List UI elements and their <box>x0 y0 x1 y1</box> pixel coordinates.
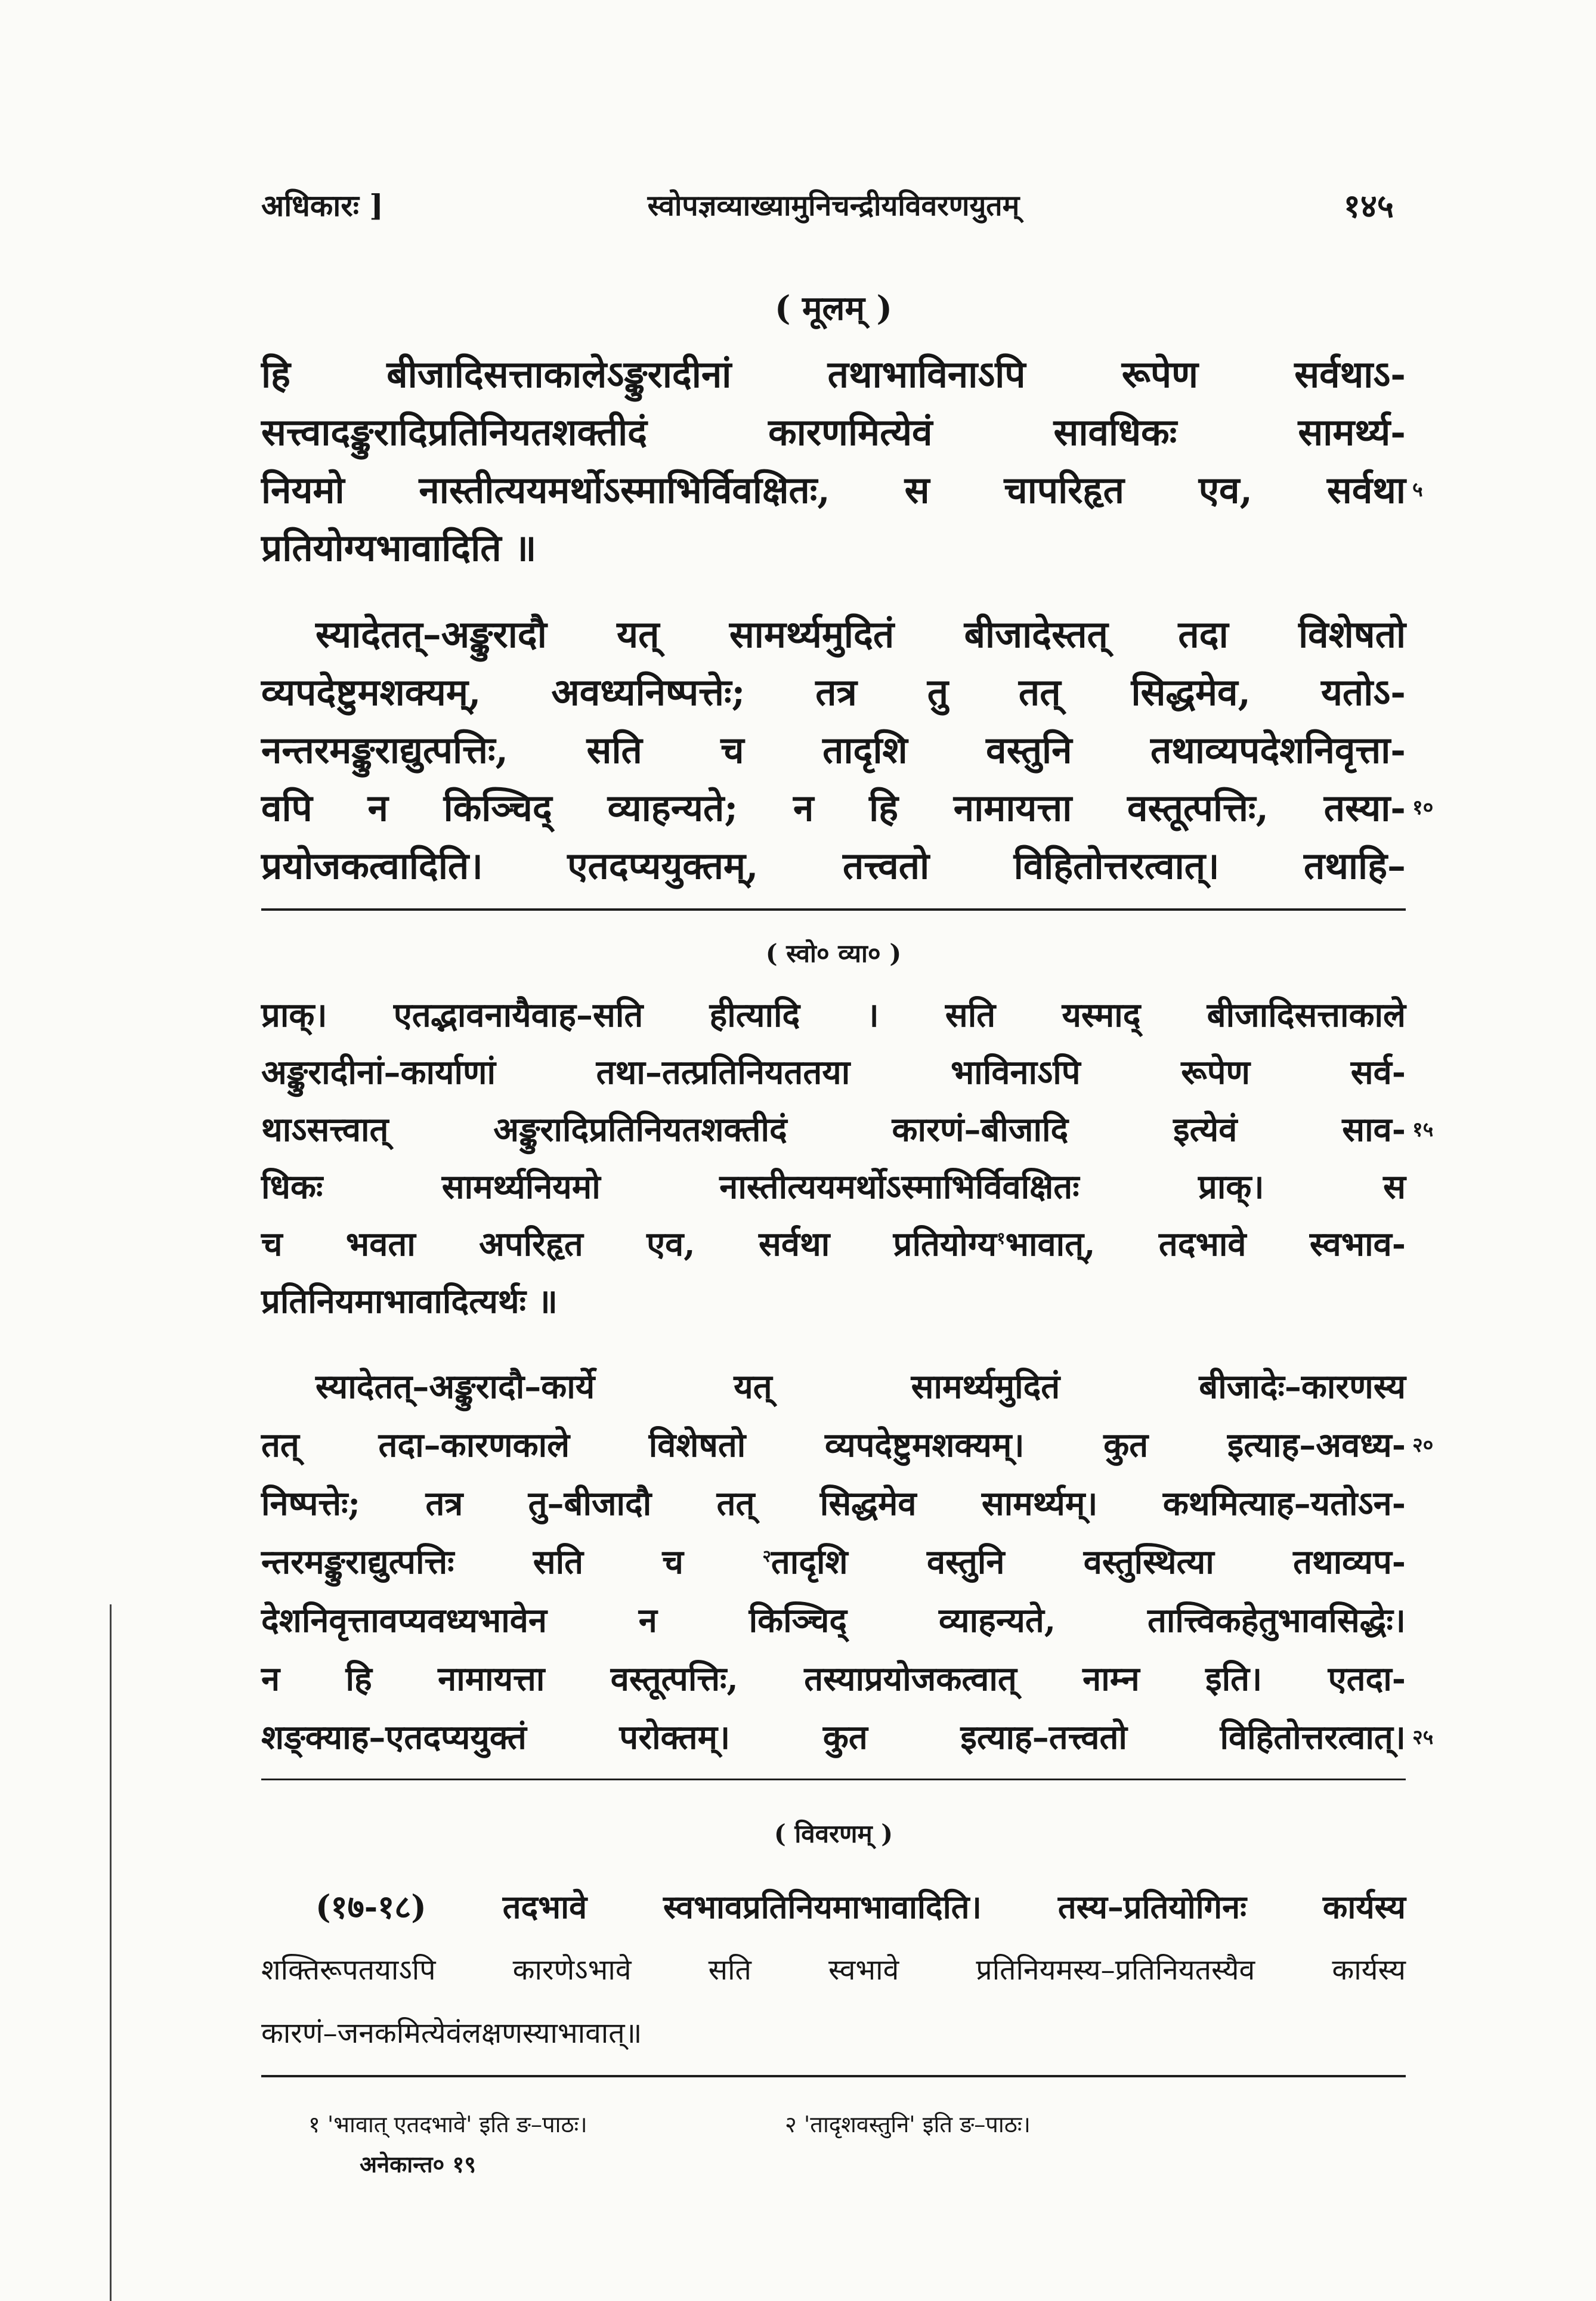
commentary-line: प्राक्। एतद्भावनायैवाह–सति हीत्यादि । सति यस्माद् बीजादिसत्ताकाले <box>261 995 1406 1035</box>
footnote-divider <box>261 2075 1406 2077</box>
printer-signature: अनेकान्त० १९ <box>360 2151 477 2178</box>
commentary-line: शङ्क्याह–एतदप्ययुक्तं परोक्तम्। कुत इत्याह–तत्त्वतो विहितोत्तरत्वात्। <box>261 1718 1406 1757</box>
mulam-line: प्रतियोग्यभावादिति ॥ <box>261 526 537 570</box>
line-number: ५ <box>1412 478 1423 502</box>
commentary-block <box>261 986 1434 1330</box>
commentary-heading: ( स्वो० व्या० ) <box>765 939 902 968</box>
footnote-marker: २ <box>762 1546 771 1566</box>
mulam-line: प्रयोजकत्वादिति। एतदप्ययुक्तम्, तत्त्वतो विहितोत्तरत्वात्। तथाहि– <box>261 844 1406 887</box>
mulam-line: सत्त्वादङ्कुरादिप्रतिनियतशक्तीदं कारणमित्येवं सावधिकः सामर्थ्य- <box>261 410 1406 454</box>
commentary-text: च भवता अपरिहृत एव, सर्वथा प्रतियोग्य <box>261 1224 997 1264</box>
commentary-line: अङ्कुरादीनां–कार्याणां तथा–तत्प्रतिनियततया भाविनाऽपि रूपेण सर्व- <box>261 1053 1406 1092</box>
vivaranam-heading: ( विवरणम् ) <box>774 1819 893 1848</box>
vivaranam-line: (१७-१८) तदभावे स्वभावप्रतिनियमाभावादिति। तस्य–प्रतियोगिनः कार्यस्य <box>316 1888 1406 1926</box>
commentary-line: न हि नामायत्ता वस्तूत्पत्तिः, तस्याप्रयोजकत्वात् नाम्न इति। एतदा- <box>261 1659 1406 1699</box>
mulam-line: नियमो नास्तीत्ययमर्थोऽस्माभिर्विवक्षितः, स चापरिहृत एव, सर्वथा <box>261 468 1406 512</box>
commentary-line: देशनिवृत्तावप्यवध्यभावेन न किञ्चिद् व्याहन्यते, तात्त्विकहेतुभावसिद्धेः। <box>261 1601 1406 1640</box>
commentary-line: धिकः सामर्थ्यनियमो नास्तीत्ययमर्थोऽस्माभिर्विवक्षितः प्राक्। स <box>261 1167 1406 1207</box>
commentary-line <box>261 1216 1406 1273</box>
footnote-marker: १ <box>997 1228 1006 1248</box>
vivaranam-line: शक्तिरूपतयाऽपि कारणेऽभावे सति स्वभावे प्रतिनियमस्य–प्रतिनियतस्यैव कार्यस्य <box>261 1953 1406 1987</box>
vivaranam-line: कारणं–जनकमित्येवंलक्षणस्याभावात्॥ <box>261 2017 642 2050</box>
commentary-text: तादृशि वस्तुनि वस्तुस्थित्या तथाव्यप- <box>771 1542 1406 1582</box>
line-number: २० <box>1412 1433 1434 1457</box>
footnote: २ 'तादृशवस्तुनि' इति ङ–पाठः। <box>785 2111 1031 2138</box>
line-number: २५ <box>1412 1725 1434 1749</box>
line-number: १० <box>1412 796 1434 819</box>
scan-edge-line <box>110 1604 112 2301</box>
mulam-verse <box>261 345 1423 577</box>
mulam-line: वपि न किञ्चिद् व्याहन्यते; न हि नामायत्ता वस्तूत्पत्तिः, तस्या- <box>261 786 1406 830</box>
section-divider <box>261 908 1406 911</box>
book-title: स्वोपज्ञव्याख्यामुनिचन्द्रीयविवरणयुतम् <box>647 189 1020 222</box>
mulam-line: नन्तरमङ्कुराद्युत्पत्तिः, सति च तादृशि वस्तुनि तथाव्यपदेशनिवृत्ता- <box>261 728 1406 772</box>
mulam-line: व्यपदेष्टुमशक्यम्, अवध्यनिष्पत्तेः; तत्र तु तत् सिद्धमेव, यतोऽ- <box>261 670 1406 714</box>
section-label: अधिकारः ] <box>261 188 383 223</box>
line-number: १५ <box>1412 1118 1434 1142</box>
footnote: १ 'भावात् एतदभावे' इति ङ–पाठः। <box>308 2111 587 2138</box>
commentary-text: न्तरमङ्कुराद्युत्पत्तिः सति च <box>261 1542 763 1582</box>
commentary-line: थाऽसत्त्वात् अङ्कुरादिप्रतिनियतशक्तीदं कारणं–बीजादि इत्येवं साव- <box>261 1110 1406 1149</box>
page-number: १४५ <box>1343 187 1394 225</box>
commentary-line: स्यादेतत्–अङ्कुरादौ–कार्ये यत् सामर्थ्यमुदितं बीजादेः–कारणस्य <box>316 1367 1406 1406</box>
mulam-paragraph <box>261 605 1434 895</box>
commentary-line: प्रतिनियमाभावादित्यर्थः ॥ <box>261 1282 558 1321</box>
mulam-heading: ( मूलम् ) <box>775 289 892 328</box>
section-divider <box>261 1779 1406 1780</box>
commentary-line: तत् तदा–कारणकाले विशेषतो व्यपदेष्टुमशक्यम्। कुत इत्याह–अवध्य- <box>261 1425 1406 1465</box>
vivaranam-block <box>261 1875 1406 2065</box>
commentary-block <box>261 1357 1434 1767</box>
commentary-text: भावात्, तदभावे स्वभाव- <box>1005 1224 1406 1264</box>
commentary-line: निष्पत्तेः; तत्र तु–बीजादौ तत् सिद्धमेव सामर्थ्यम्। कथमित्याह–यतोऽन- <box>261 1484 1406 1523</box>
commentary-line <box>261 1533 1406 1591</box>
mulam-line: हि बीजादिसत्ताकालेऽङ्कुरादीनां तथाभाविनाऽपि रूपेण सर्वथाऽ- <box>261 352 1406 396</box>
running-header <box>261 179 1406 233</box>
mulam-line: स्यादेतत्–अङ्कुरादौ यत् सामर्थ्यमुदितं बीजादेस्तत् तदा विशेषतो <box>316 613 1406 656</box>
